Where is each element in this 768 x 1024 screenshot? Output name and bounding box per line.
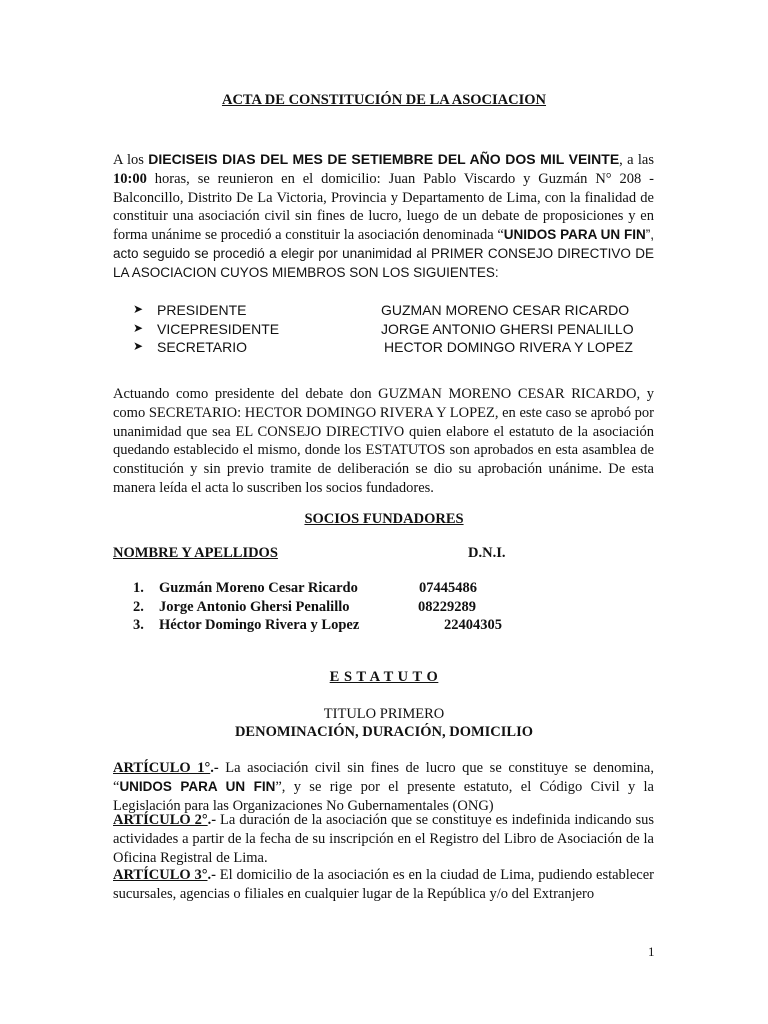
article-text: ”, y se rige por el presente estatuto, el Código Civil y la Legislación para las Organizaciones No Gubernamentales (ONG): [113, 778, 654, 814]
officer-row: [133, 339, 663, 358]
officer-role: SECRETARIO: [157, 339, 247, 355]
founder-name: Jorge Antonio Ghersi Penalillo: [159, 598, 350, 615]
intro-paragraph: [113, 150, 654, 283]
founder-number: 1.: [133, 580, 144, 596]
titulo-subtitle: DENOMINACIÓN, DURACIÓN, DOMICILIO: [234, 724, 534, 740]
list-item: [133, 580, 553, 599]
officer-role: VICEPRESIDENTE: [157, 320, 280, 337]
association-name: UNIDOS PARA UN FIN: [119, 778, 276, 794]
article-label: ARTÍCULO 3°: [113, 867, 208, 883]
founder-number: 2.: [133, 598, 144, 615]
founders-title: SOCIOS FUNDADORES: [304, 511, 464, 527]
article-3: [113, 866, 654, 904]
officer-name: GUZMAN MORENO CESAR RICARDO: [381, 302, 630, 318]
page-number: 1: [648, 944, 655, 959]
officer-row: [133, 321, 663, 340]
intro-text: A los: [113, 152, 149, 168]
document-title: ACTA DE CONSTITUCIÓN DE LA ASOCIACION: [221, 92, 547, 108]
intro-text: horas, se reunieron en el domicilio: Juan Pablo Viscardo y Guzmán N° 208 - Balconcillo, Distrito De La Victoria, Provincia y Departamento de Lima, con la finalidad de constituir una asociación civil sin fines de lucro, luego de un debate de proposiciones y en forma unánime se procedió a constituir la asociación denominada “: [113, 170, 654, 244]
founder-name: Héctor Domingo Rivera y Lopez: [159, 617, 360, 633]
list-item: [133, 599, 553, 618]
association-name: UNIDOS PARA UN FIN: [503, 227, 646, 243]
officer-row: [133, 302, 663, 321]
founders-col-dni: D.N.I.: [468, 545, 506, 561]
intro-text: ”, acto seguido se procedió a elegir por unanimidad al PRIMER CONSEJO DIRECTIVO DE LA ASOCIACION CUYOS MIEMBROS SON LOS SIGUIENTES:: [113, 227, 654, 280]
intro-time: 10:00: [113, 170, 147, 187]
article-separator: .-: [210, 760, 226, 776]
founder-dni: 07445486: [419, 580, 477, 596]
founder-name: Guzmán Moreno Cesar Ricardo: [159, 580, 358, 596]
article-separator: .-: [207, 867, 220, 883]
founder-number: 3.: [133, 617, 144, 633]
titulo-primero: TITULO PRIMERO: [323, 706, 445, 722]
intro-text: , a las: [619, 152, 654, 168]
acting-paragraph: Actuando como presidente del debate don GUZMAN MORENO CESAR RICARDO, y como SECRETARIO: HECTOR DOMINGO RIVERA Y LOPEZ, en este caso se aprobó por unanimidad que sea EL CONSEJO DIRECTIVO quien elabore el estatuto de la asociación quedando establecido el mismo, donde los ESTATUTOS son aprobados en esta asamblea de constitución y sin previo tramite de deliberación se dio su aprobación unánime. De esta manera leída el acta lo suscriben los socios fundadores.: [113, 386, 654, 496]
estatuto-title: E S T A T U T O: [329, 669, 439, 685]
intro-date: DIECISEIS DIAS DEL MES DE SETIEMBRE DEL AÑO DOS MIL VEINTE: [148, 151, 620, 167]
article-separator: .-: [207, 812, 221, 828]
article-text: El domicilio de la asociación es en la ciudad de Lima, pudiendo establecer sucursales, agencias o filiales en cualquier lugar de la República y/o del Extranjero: [113, 867, 654, 902]
founders-col-name: NOMBRE Y APELLIDOS: [113, 545, 278, 561]
arrow-bullet-icon: ➤: [133, 320, 144, 335]
officer-name: HECTOR DOMINGO RIVERA Y LOPEZ: [384, 339, 633, 355]
founders-list: [133, 580, 553, 636]
article-label: ARTÍCULO 2°: [113, 812, 208, 828]
founders-header: [113, 545, 533, 562]
arrow-bullet-icon: ➤: [133, 339, 144, 353]
officer-role: PRESIDENTE: [157, 302, 247, 318]
list-item: [133, 617, 553, 636]
article-text: La asociación civil sin fines de lucro que se constituye se denomina, “: [113, 760, 654, 795]
officers-list: [133, 302, 663, 358]
founder-dni: 22404305: [444, 617, 502, 633]
article-1: [113, 759, 654, 815]
article-text: La duración de la asociación que se constituye es indefinida indicando sus actividades a partir de la fecha de su inscripción en el Registro del Libro de Asociación de la Oficina Registral de Lima.: [113, 812, 654, 866]
arrow-bullet-icon: ➤: [133, 302, 144, 316]
article-label: ARTÍCULO 1°: [113, 760, 211, 776]
officer-name: JORGE ANTONIO GHERSI PENALILLO: [381, 320, 634, 337]
founder-dni: 08229289: [418, 598, 476, 615]
article-2: [113, 811, 654, 867]
